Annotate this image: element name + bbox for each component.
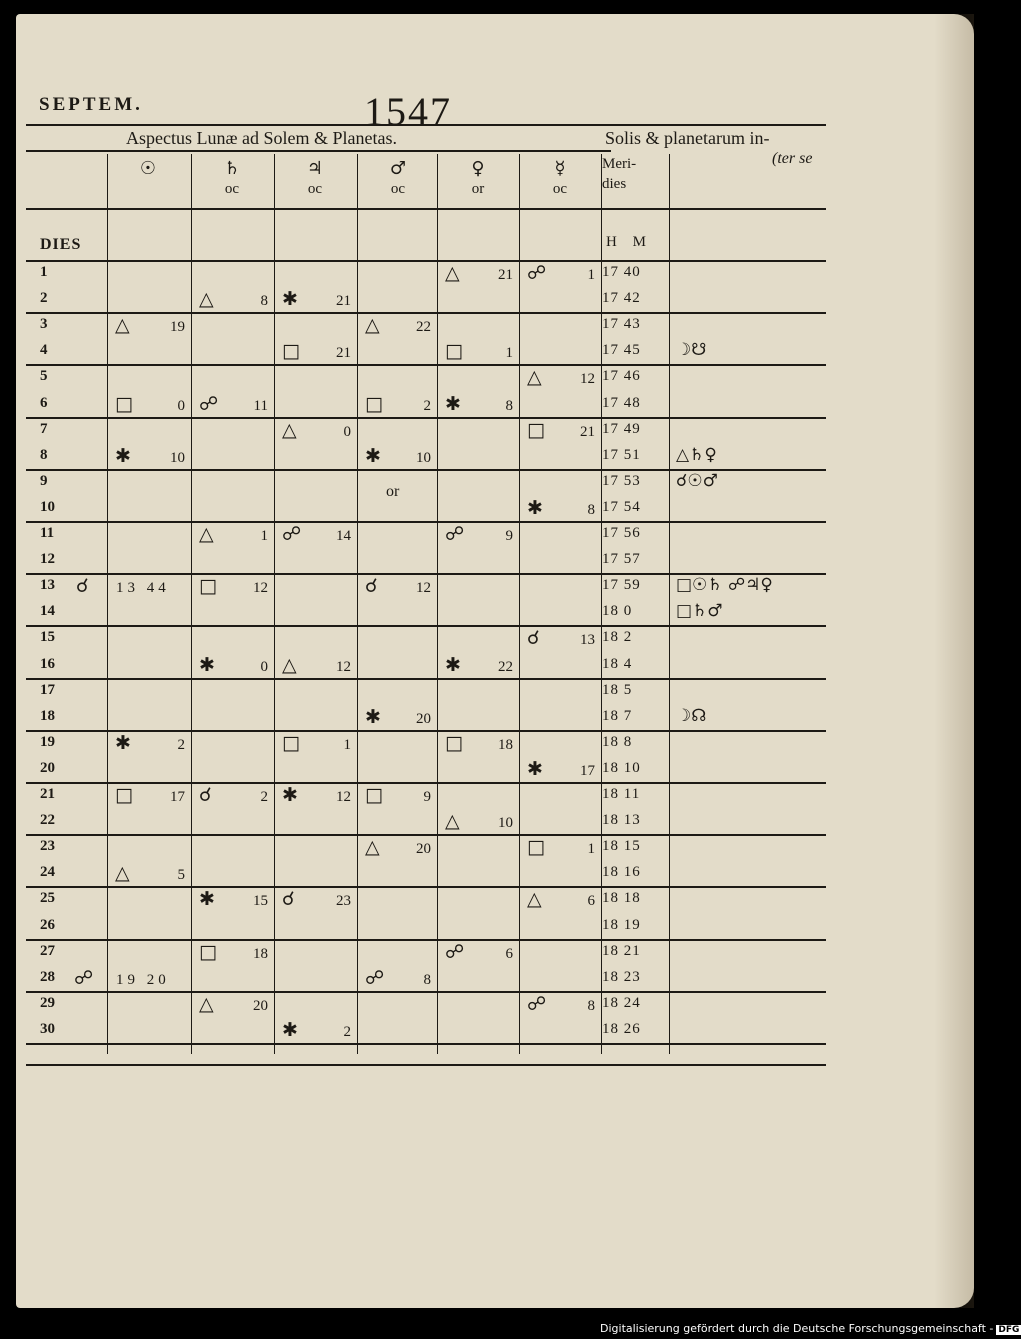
aspect-symbol: ✱ <box>282 1018 298 1041</box>
day-number: 5 <box>40 368 48 385</box>
aspect-degree: 18 <box>498 736 513 753</box>
aspect-symbol: ✱ <box>282 784 298 806</box>
planet-symbol: ♃ <box>306 158 324 179</box>
meridies-time: 18 24 <box>602 994 641 1011</box>
aspect-symbol: □ <box>282 731 300 754</box>
row-group-rule <box>26 260 826 262</box>
meridies-time: 17 51 <box>602 446 641 463</box>
aspect-degree: 2 <box>423 397 431 414</box>
aspect-symbol: □ <box>365 392 383 415</box>
meridies-time: 18 0 <box>602 603 633 620</box>
aspect-degree: 23 <box>336 893 351 910</box>
meridies-label-2: dies <box>602 176 627 192</box>
planet-head-3 <box>358 158 438 198</box>
planet-sub: oc <box>224 181 240 197</box>
meridies-time: 18 5 <box>602 681 633 698</box>
aspect-symbol: ☍ <box>527 992 547 1015</box>
meridies-time: 18 19 <box>602 916 641 933</box>
row-group-rule <box>26 730 826 732</box>
aspect-symbol: △ <box>445 810 460 833</box>
day-number: 9 <box>40 472 48 489</box>
day-number: 17 <box>40 681 55 698</box>
aspect-degree: 21 <box>580 423 595 440</box>
planet-aspect-note: △♄♀ <box>676 444 717 465</box>
meridies-time: 18 21 <box>602 942 641 959</box>
meridies-time: 18 10 <box>602 759 641 776</box>
meridies-time: 17 56 <box>602 525 641 541</box>
meridies-time: 18 23 <box>602 968 641 985</box>
day-number: 10 <box>40 498 55 515</box>
meridies-label-1: Meri- <box>602 156 637 172</box>
day-number: 22 <box>40 812 55 829</box>
meridies-time: 18 7 <box>602 707 633 724</box>
planet-aspect-note: ☽☋ <box>676 340 707 361</box>
aspect-degree: 19 <box>170 319 185 336</box>
aspect-degree: 1 <box>505 345 513 362</box>
day-number: 6 <box>40 394 48 411</box>
row-group-rule <box>26 364 826 366</box>
day-number: 26 <box>40 916 55 933</box>
aspect-degree: 9 <box>423 789 431 805</box>
aspect-symbol: □ <box>282 340 300 363</box>
day-number: 29 <box>40 994 55 1011</box>
aspect-degree: 17 <box>170 789 185 805</box>
meridies-time: 18 4 <box>602 655 633 672</box>
day-number: 7 <box>40 420 48 437</box>
aspect-degree: 8 <box>423 971 431 988</box>
aspect-symbol: ✱ <box>115 444 131 467</box>
table-bottom-rule <box>26 1064 826 1066</box>
aspect-degree: 9 <box>505 528 513 544</box>
planet-sub: oc <box>552 181 568 197</box>
aspect-degree: 2 <box>343 1023 351 1040</box>
day-number: 20 <box>40 759 55 776</box>
aspect-degree: 1 <box>260 528 268 544</box>
aspect-symbol: □ <box>115 784 133 806</box>
aspect-symbol: □ <box>199 940 217 963</box>
day-number: 12 <box>40 551 55 568</box>
aspect-symbol: ☍ <box>199 392 219 415</box>
aspect-degree: 20 <box>253 997 268 1014</box>
sun-aspect-time: 19 20 <box>116 971 170 988</box>
aspect-symbol: ✱ <box>365 705 381 728</box>
aspect-symbol: △ <box>365 314 380 337</box>
planet-sub: or <box>471 181 485 197</box>
row-group-rule <box>26 991 826 993</box>
header-rule-mid <box>26 150 611 152</box>
aspect-symbol: ☍ <box>445 940 465 963</box>
aspect-degree: 2 <box>260 789 268 805</box>
aspect-degree: 12 <box>416 580 431 597</box>
aspect-degree: 0 <box>260 658 268 675</box>
aspect-degree: 12 <box>336 789 351 805</box>
aspect-symbol: △ <box>365 836 380 859</box>
day-number: 18 <box>40 707 55 724</box>
day-number: 2 <box>40 290 48 307</box>
planet-aspect-note: □☉♄ ☍♃♀ <box>676 575 773 596</box>
page-shade <box>934 14 974 1308</box>
aspect-symbol: ☍ <box>445 523 465 545</box>
planet-head-4 <box>438 158 518 198</box>
row-group-rule <box>26 521 826 523</box>
column-divider <box>107 154 108 1054</box>
dies-label: DIES <box>40 236 82 253</box>
aspect-degree: 21 <box>336 345 351 362</box>
aspect-degree: 12 <box>580 371 595 388</box>
aspect-symbol: □ <box>527 836 545 859</box>
aspect-symbol: ✱ <box>445 392 461 415</box>
day-number: 14 <box>40 603 55 620</box>
aspect-symbol: ☌ <box>527 627 540 650</box>
aspect-degree: 2 <box>177 736 185 753</box>
column-divider <box>191 154 192 1054</box>
aspect-degree: 6 <box>505 945 513 962</box>
book-page <box>16 14 974 1308</box>
aspect-symbol: △ <box>115 314 130 337</box>
meridies-time: 18 18 <box>602 890 641 907</box>
column-divider <box>519 154 520 1054</box>
aspect-symbol: △ <box>527 888 542 911</box>
meridies-time: 18 8 <box>602 733 633 750</box>
aspect-degree: 12 <box>336 658 351 675</box>
planet-head-2 <box>275 158 355 198</box>
aspect-degree: 0 <box>343 423 351 440</box>
meridies-header <box>602 154 636 194</box>
row-group-rule <box>26 834 826 836</box>
aspect-degree: 8 <box>260 293 268 310</box>
meridies-time: 17 45 <box>602 342 641 359</box>
aspect-degree: 1 <box>587 841 595 858</box>
aspect-symbol: △ <box>282 653 297 676</box>
row-group-rule <box>26 1043 826 1045</box>
aspect-symbol: ✱ <box>282 288 298 311</box>
aspect-degree: 21 <box>498 267 513 283</box>
meridies-time: 17 49 <box>602 420 641 437</box>
aspect-symbol: ☌ <box>199 784 212 806</box>
aspect-degree: 20 <box>416 710 431 727</box>
header-rule-top <box>26 124 826 126</box>
meridies-time: 18 26 <box>602 1020 641 1037</box>
aspect-symbol: □ <box>527 418 545 441</box>
meridies-time: 18 11 <box>602 786 641 802</box>
aspect-symbol: □ <box>365 784 383 806</box>
planet-symbol: ☿ <box>554 158 566 179</box>
row-group-rule <box>26 782 826 784</box>
day-number: 25 <box>40 890 55 907</box>
row-group-rule <box>26 417 826 419</box>
aspect-degree: 0 <box>177 397 185 414</box>
aspect-degree: 22 <box>416 319 431 336</box>
meridies-time: 17 46 <box>602 368 641 385</box>
day-number: 21 <box>40 786 55 802</box>
aspect-degree: 13 <box>580 632 595 649</box>
aspect-degree: 8 <box>587 997 595 1014</box>
column-divider <box>669 154 670 1054</box>
meridies-time: 17 40 <box>602 264 641 280</box>
row-group-rule <box>26 312 826 314</box>
header-rule-bottom <box>26 208 826 210</box>
day-number: 28 <box>40 968 55 985</box>
dfg-logo: DFG <box>998 1325 1020 1335</box>
aspect-symbol: △ <box>115 862 130 885</box>
sun-aspect-time: 13 44 <box>116 580 170 597</box>
aspect-symbol: □ <box>445 340 463 363</box>
aspect-symbol: ✱ <box>199 653 215 676</box>
header-inter-se: (ter se <box>772 150 813 167</box>
sun-marker-symbol: ☌ <box>76 575 89 598</box>
aspect-degree: 18 <box>253 945 268 962</box>
day-number: 16 <box>40 655 55 672</box>
meridies-time: 18 2 <box>602 629 633 646</box>
aspect-symbol: ✱ <box>199 888 215 911</box>
planet-aspect-note: □♄♂ <box>676 601 723 622</box>
day-number: 4 <box>40 342 48 359</box>
aspect-degree: 12 <box>253 580 268 597</box>
meridies-time: 17 54 <box>602 498 641 515</box>
sun-marker-symbol: ☍ <box>74 966 94 989</box>
day-number: 15 <box>40 629 55 646</box>
column-divider <box>437 154 438 1054</box>
aspect-degree: 8 <box>587 501 595 518</box>
row-group-rule <box>26 886 826 888</box>
row-group-rule <box>26 678 826 680</box>
aspect-degree: 10 <box>416 449 431 466</box>
footer-text: Digitalisierung gefördert durch die Deutsche Forschungsgemeinschaft - <box>600 1322 994 1335</box>
aspect-symbol: ✱ <box>527 496 543 519</box>
aspect-degree: 1 <box>587 267 595 283</box>
month-title: SEPTEM. <box>39 94 143 115</box>
day-number: 8 <box>40 446 48 463</box>
planet-symbol: ♂ <box>389 158 407 179</box>
row-group-rule <box>26 939 826 941</box>
aspect-symbol: ☌ <box>282 888 295 911</box>
meridies-time: 17 59 <box>602 577 641 594</box>
planet-sub: oc <box>307 181 323 197</box>
planet-aspect-note: ☌☉♂ <box>676 470 718 491</box>
aspect-degree: 17 <box>580 762 595 779</box>
planet-symbol: ♄ <box>223 158 241 179</box>
day-number: 19 <box>40 733 55 750</box>
meridies-time: 17 57 <box>602 551 641 568</box>
planet-head-5 <box>520 158 600 198</box>
footer-credit <box>600 1322 1021 1335</box>
meridies-time: 17 53 <box>602 472 641 489</box>
planet-symbol: ♀ <box>471 158 485 179</box>
planet-sub: oc <box>390 181 406 197</box>
aspect-symbol: △ <box>199 288 214 311</box>
header-solis: Solis & planetarum in- <box>605 128 770 148</box>
planet-aspect-note: ☽☊ <box>676 705 707 726</box>
aspect-symbol: ☍ <box>527 262 547 284</box>
planet-symbol: ☉ <box>139 158 157 179</box>
day-number: 30 <box>40 1020 55 1037</box>
column-divider <box>357 154 358 1054</box>
aspect-symbol: ✱ <box>115 731 131 754</box>
or-label: or <box>386 483 400 500</box>
planet-head-0 <box>108 158 188 181</box>
aspect-degree: 11 <box>253 397 268 414</box>
day-number: 13 <box>40 577 55 594</box>
day-number: 11 <box>40 525 55 541</box>
aspect-degree: 21 <box>336 293 351 310</box>
aspect-symbol: △ <box>199 523 214 545</box>
row-group-rule <box>26 625 826 627</box>
aspect-symbol: ☍ <box>365 966 385 989</box>
aspect-degree: 1 <box>343 736 351 753</box>
day-number: 1 <box>40 264 48 280</box>
aspect-degree: 6 <box>587 893 595 910</box>
aspect-degree: 14 <box>336 528 351 544</box>
aspect-symbol: □ <box>115 392 133 415</box>
planet-head-1 <box>192 158 272 198</box>
aspect-symbol: △ <box>445 262 460 284</box>
aspect-degree: 15 <box>253 893 268 910</box>
meridies-time: 17 42 <box>602 290 641 307</box>
aspect-symbol: ☌ <box>365 575 378 598</box>
aspect-degree: 5 <box>177 867 185 884</box>
meridies-time: 18 15 <box>602 838 641 855</box>
aspect-degree: 10 <box>498 815 513 832</box>
meridies-time: 17 48 <box>602 394 641 411</box>
hm-label: H M <box>606 234 652 250</box>
aspect-degree: 20 <box>416 841 431 858</box>
aspect-symbol: △ <box>527 366 542 389</box>
aspect-symbol: △ <box>199 992 214 1015</box>
aspect-symbol: ☍ <box>282 523 302 545</box>
day-number: 24 <box>40 864 55 881</box>
aspect-symbol: ✱ <box>365 444 381 467</box>
aspect-symbol: ✱ <box>445 653 461 676</box>
header-aspects: Aspectus Lunæ ad Solem & Planetas. <box>126 128 397 148</box>
aspect-symbol: ✱ <box>527 757 543 780</box>
column-divider <box>274 154 275 1054</box>
day-number: 23 <box>40 838 55 855</box>
meridies-time: 18 13 <box>602 812 641 829</box>
aspect-symbol: □ <box>445 731 463 754</box>
meridies-time: 17 43 <box>602 316 641 333</box>
aspect-degree: 22 <box>498 658 513 675</box>
aspect-symbol: □ <box>199 575 217 598</box>
aspect-symbol: △ <box>282 418 297 441</box>
meridies-time: 18 16 <box>602 864 641 881</box>
day-number: 3 <box>40 316 48 333</box>
year-title: 1547 <box>364 89 452 134</box>
aspect-degree: 10 <box>170 449 185 466</box>
aspect-degree: 8 <box>505 397 513 414</box>
day-number: 27 <box>40 942 55 959</box>
